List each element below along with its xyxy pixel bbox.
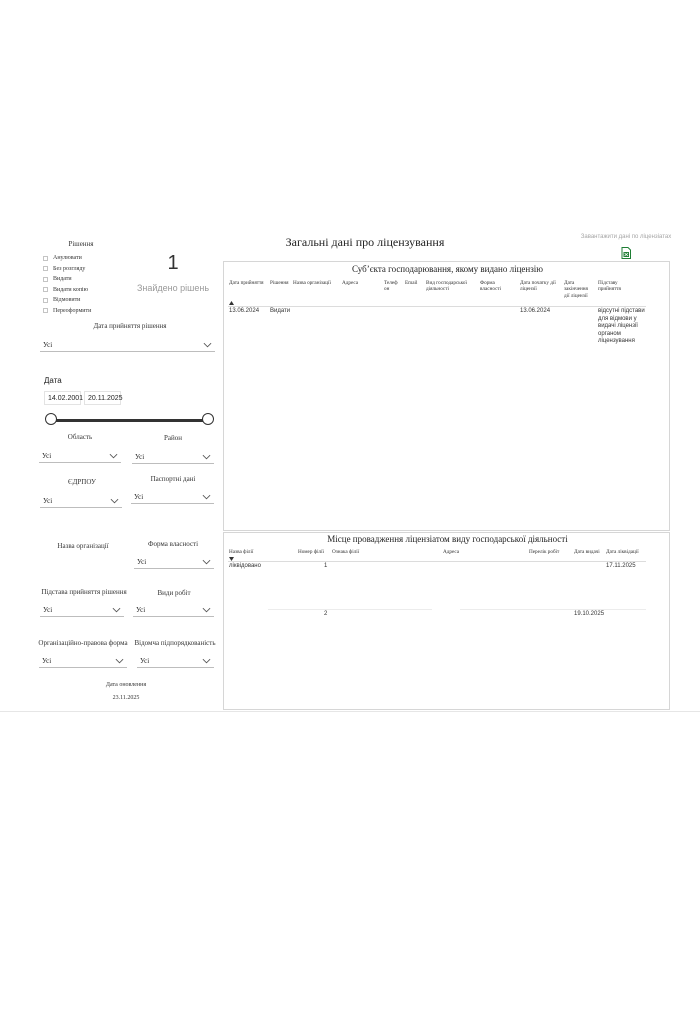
- column-header[interactable]: Адреса: [342, 280, 359, 286]
- column-header[interactable]: Дата видачі: [574, 549, 600, 555]
- column-header[interactable]: Дата ліквідації: [606, 549, 639, 555]
- region-value: Усі: [42, 452, 52, 460]
- decision-option[interactable]: [43, 274, 133, 285]
- chevron-down-icon: [109, 452, 118, 460]
- edrpou-label: ЄДРПОУ: [68, 478, 96, 486]
- works-dropdown[interactable]: [133, 604, 214, 617]
- district-label: Район: [164, 434, 182, 442]
- column-header[interactable]: Рішення: [270, 280, 289, 286]
- checkbox[interactable]: [43, 256, 48, 261]
- basis-label: Підстава прийняття рішення: [41, 588, 127, 596]
- edrpou-value: Усі: [43, 497, 53, 505]
- column-header[interactable]: Перелік робіт: [529, 549, 560, 555]
- decision-date-label: Дата прийняття рішення: [93, 322, 167, 330]
- found-label: Знайдено рішень: [136, 283, 210, 293]
- checkbox[interactable]: [43, 298, 48, 303]
- place-table-title: Місце провадження ліцензіатом виду господарської діяльності: [327, 534, 568, 544]
- decision-option[interactable]: [43, 306, 133, 317]
- edrpou-dropdown[interactable]: [40, 495, 122, 508]
- passport-label: Паспортні дані: [150, 475, 196, 483]
- ownership-value: Усі: [137, 558, 147, 566]
- decision-option[interactable]: [43, 285, 133, 296]
- column-header[interactable]: Номер філії: [298, 549, 324, 555]
- legal-form-dropdown[interactable]: [39, 655, 127, 668]
- checkbox[interactable]: [43, 308, 48, 313]
- table-cell: 17.11.2025: [606, 563, 636, 569]
- chevron-down-icon: [112, 606, 121, 614]
- chevron-down-icon: [110, 497, 119, 505]
- found-count: 1: [167, 252, 179, 274]
- page-title: Загальні дані про ліцензування: [285, 235, 445, 249]
- decision-date-value: Усі: [43, 341, 53, 349]
- column-header[interactable]: Адреса: [443, 549, 460, 555]
- decision-option-label: Відмовити: [53, 297, 81, 304]
- passport-dropdown[interactable]: [131, 491, 214, 504]
- column-header[interactable]: Email: [405, 280, 418, 286]
- decision-option-label: Видати: [53, 276, 72, 283]
- date-slider-track[interactable]: [52, 419, 208, 422]
- chevron-down-icon: [203, 341, 212, 349]
- table-cell: 2: [324, 611, 328, 617]
- chevron-down-icon: [202, 493, 211, 501]
- sort-ascending-icon[interactable]: [229, 301, 234, 305]
- checkbox[interactable]: [43, 287, 48, 292]
- column-header[interactable]: Телеф он: [384, 280, 398, 293]
- works-value: Усі: [136, 606, 146, 614]
- date-slider-start-handle[interactable]: [45, 413, 57, 425]
- table-cell: відсутні підстави для відмови у видачі ліцензії органом ліцензування: [598, 308, 645, 345]
- region-dropdown[interactable]: [39, 450, 121, 463]
- header-divider: [228, 306, 646, 307]
- column-header[interactable]: Дата початку дії ліцензії: [520, 280, 556, 293]
- place-table-panel: [223, 532, 670, 710]
- column-header[interactable]: Дата прийняття: [229, 280, 264, 286]
- chevron-down-icon: [202, 606, 211, 614]
- update-date-label: Дата оновлення: [105, 682, 147, 688]
- subordination-value: Усі: [140, 657, 150, 665]
- row-divider: [460, 609, 646, 610]
- column-header[interactable]: Назва організації: [293, 280, 331, 286]
- subject-table-title: Суб’єкта господарювання, якому видано ліцензію: [351, 264, 543, 274]
- table-cell: 13.06.2024: [520, 308, 551, 314]
- column-header[interactable]: Дата закінчення дії ліцензії: [564, 280, 588, 299]
- legal-form-label: Організаційно-правова форма: [38, 639, 128, 647]
- date-from-input[interactable]: 14.02.2001: [44, 391, 81, 405]
- row-divider: [268, 609, 432, 610]
- date-slider-end-handle[interactable]: [202, 413, 214, 425]
- chevron-down-icon: [202, 453, 211, 461]
- column-header[interactable]: Форма власності: [480, 280, 502, 293]
- decision-option[interactable]: [43, 264, 133, 275]
- basis-value: Усі: [43, 606, 53, 614]
- basis-dropdown[interactable]: [40, 604, 124, 617]
- excel-icon[interactable]: [621, 246, 631, 258]
- ownership-dropdown[interactable]: [134, 556, 214, 569]
- checkbox[interactable]: [43, 266, 48, 271]
- decision-option-label: Без розгляду: [53, 265, 86, 272]
- table-row[interactable]: [224, 308, 664, 358]
- decision-option-label: Видати копію: [53, 286, 89, 293]
- decision-option[interactable]: [43, 295, 133, 306]
- district-dropdown[interactable]: [132, 451, 214, 464]
- org-name-label: Назва організації: [57, 542, 109, 550]
- update-date-value: 23.11.2025: [112, 695, 140, 701]
- table-cell: ліквідовано: [229, 563, 261, 569]
- table-cell: 1: [324, 563, 328, 569]
- date-range-label: Дата: [44, 376, 62, 385]
- column-header[interactable]: Підставу прийняття: [598, 280, 621, 293]
- ownership-label: Форма власності: [147, 540, 199, 548]
- decision-option-label: Переоформити: [53, 307, 92, 314]
- decision-filter-title: Рішення: [68, 240, 94, 248]
- column-header[interactable]: Вид господарської діяльності: [426, 280, 467, 293]
- page-bottom-divider: [0, 711, 700, 712]
- decision-option-label: Анулювати: [53, 255, 82, 262]
- decision-date-dropdown[interactable]: [40, 339, 215, 352]
- subject-table-panel: [223, 261, 670, 531]
- subordination-label: Відомча підпорядкованість: [134, 639, 216, 647]
- column-header[interactable]: Ознака філії: [332, 549, 360, 555]
- header-divider: [228, 561, 646, 562]
- passport-value: Усі: [134, 493, 144, 501]
- decision-option[interactable]: [43, 253, 133, 264]
- download-label[interactable]: Завантажити дані по ліцензіатах: [580, 234, 672, 240]
- district-value: Усі: [135, 453, 145, 461]
- column-header[interactable]: Назва філії: [229, 549, 254, 555]
- chevron-down-icon: [115, 657, 124, 665]
- decision-checkbox-list: [43, 253, 133, 316]
- works-label: Види робіт: [157, 589, 191, 597]
- chevron-down-icon: [202, 558, 211, 566]
- table-cell: 19.10.2025: [574, 611, 605, 617]
- legal-form-value: Усі: [42, 657, 52, 665]
- chevron-down-icon: [202, 657, 211, 665]
- table-cell: 13.06.2024: [229, 308, 260, 314]
- table-row[interactable]: [224, 611, 664, 621]
- table-row[interactable]: [224, 563, 664, 573]
- region-label: Область: [67, 433, 93, 441]
- table-cell: Видати: [270, 308, 291, 314]
- date-to-input[interactable]: 20.11.2025: [84, 391, 121, 405]
- subordination-dropdown[interactable]: [137, 655, 214, 668]
- checkbox[interactable]: [43, 277, 48, 282]
